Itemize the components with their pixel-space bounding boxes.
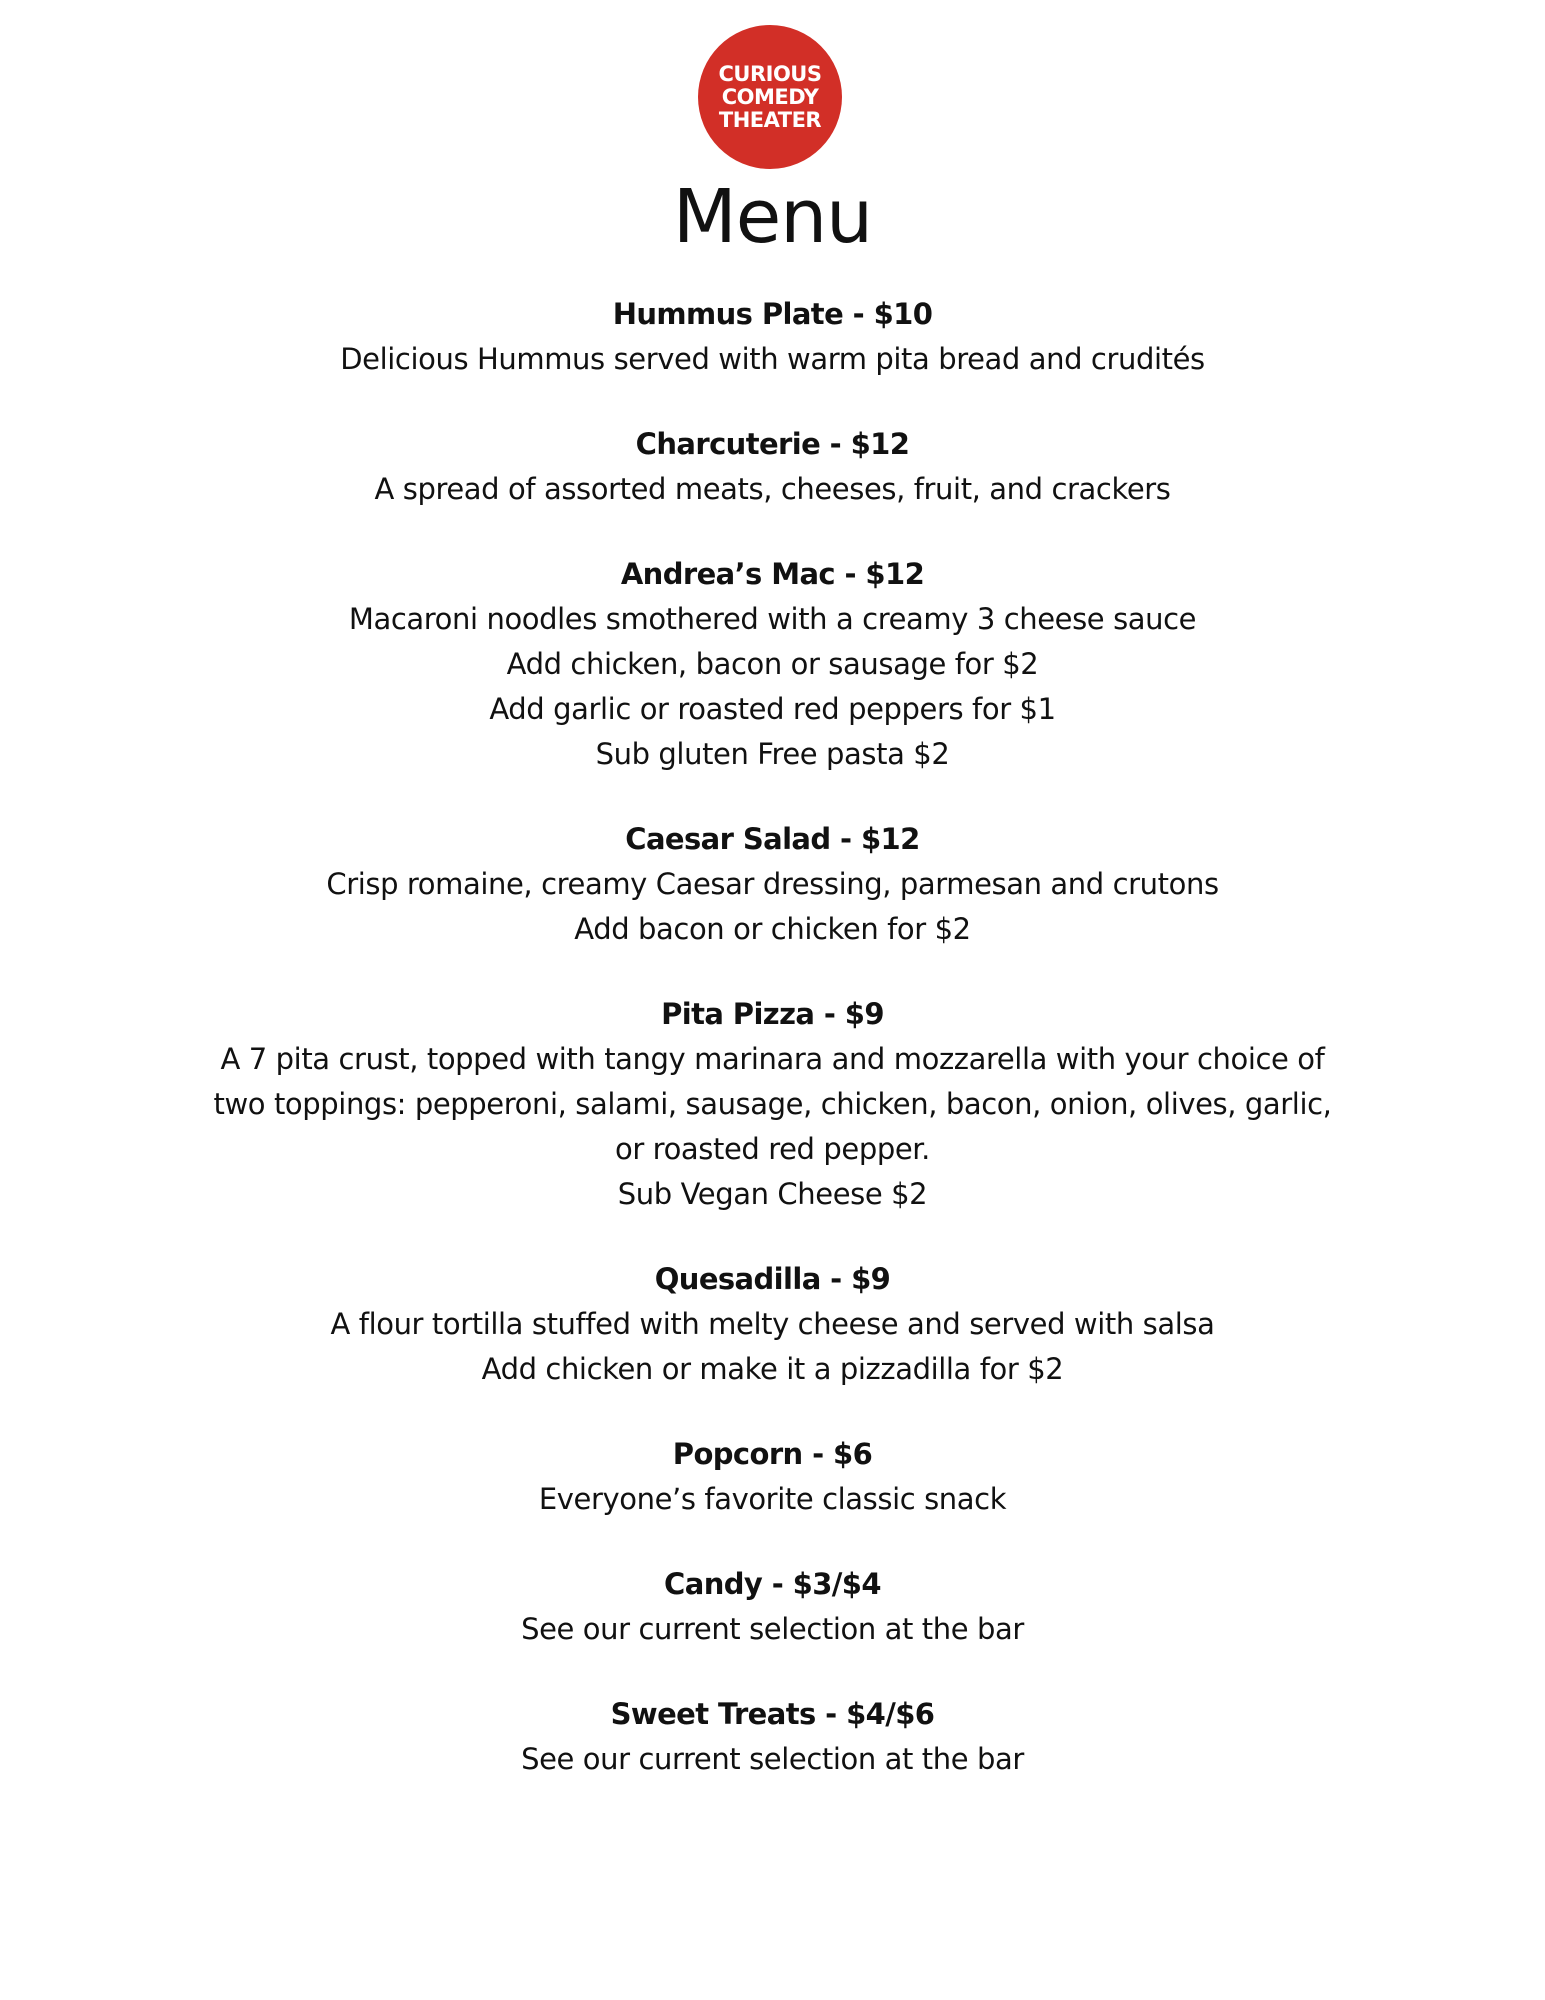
- menu-item-charcuterie: [0, 422, 1545, 512]
- menu-item-description: See our current selection at the bar: [521, 1612, 1024, 1646]
- menu-item-description: A 7 pita crust, topped with tangy marinara and mozzarella with your choice of: [220, 1042, 1325, 1076]
- menu-item-description: A spread of assorted meats, cheeses, fruit, and crackers: [374, 472, 1171, 506]
- page-title: Menu: [672, 174, 873, 260]
- menu-item-name: Sweet Treats - $4/$6: [610, 1697, 935, 1731]
- menu-item-description: Crisp romaine, creamy Caesar dressing, parmesan and crutons: [326, 867, 1219, 901]
- menu-item-description: Macaroni noodles smothered with a creamy 3 cheese sauce: [348, 602, 1197, 636]
- menu-item-description: two toppings: pepperoni, salami, sausage, chicken, bacon, onion, olives, garlic,: [213, 1087, 1332, 1121]
- menu-item-option: Add bacon or chicken for $2: [574, 912, 971, 946]
- menu-item-candy: [0, 1562, 1545, 1652]
- menu-list: [0, 292, 1545, 1822]
- menu-item-name: Andrea’s Mac - $12: [620, 557, 925, 591]
- menu-item-name: Hummus Plate - $10: [612, 297, 933, 331]
- menu-item-andreas-mac: [0, 552, 1545, 777]
- menu-item-option: Add chicken, bacon or sausage for $2: [506, 647, 1039, 681]
- menu-item-description: A flour tortilla stuffed with melty cheese and served with salsa: [330, 1307, 1215, 1341]
- logo-line-1: CURIOUS: [718, 61, 822, 86]
- menu-item-popcorn: [0, 1432, 1545, 1522]
- menu-item-name: Popcorn - $6: [672, 1437, 873, 1471]
- menu-item-description: See our current selection at the bar: [521, 1742, 1024, 1776]
- menu-item-option: Add garlic or roasted red peppers for $1: [489, 692, 1056, 726]
- menu-item-description: Delicious Hummus served with warm pita bread and crudités: [340, 342, 1205, 376]
- menu-item-sweet-treats: [0, 1692, 1545, 1782]
- menu-item-description: or roasted red pepper.: [615, 1132, 930, 1166]
- menu-item-name: Charcuterie - $12: [635, 427, 910, 461]
- menu-item-name: Caesar Salad - $12: [625, 822, 920, 856]
- logo-line-2: COMEDY: [721, 84, 819, 109]
- menu-item-pita-pizza: [0, 992, 1545, 1217]
- menu-item-option: Sub Vegan Cheese $2: [617, 1177, 928, 1211]
- menu-item-description: Everyone’s favorite classic snack: [538, 1482, 1007, 1516]
- menu-item-quesadilla: [0, 1257, 1545, 1392]
- menu-item-caesar-salad: [0, 817, 1545, 952]
- logo-line-3: THEATER: [718, 107, 822, 132]
- menu-item-name: Candy - $3/$4: [664, 1567, 881, 1601]
- menu-item-hummus-plate: [0, 292, 1545, 382]
- menu-item-name: Quesadilla - $9: [654, 1262, 891, 1296]
- menu-item-option: Sub gluten Free pasta $2: [595, 737, 950, 771]
- menu-item-name: Pita Pizza - $9: [661, 997, 884, 1031]
- menu-item-option: Add chicken or make it a pizzadilla for $2: [481, 1352, 1064, 1386]
- curious-comedy-theater-logo: [698, 25, 842, 169]
